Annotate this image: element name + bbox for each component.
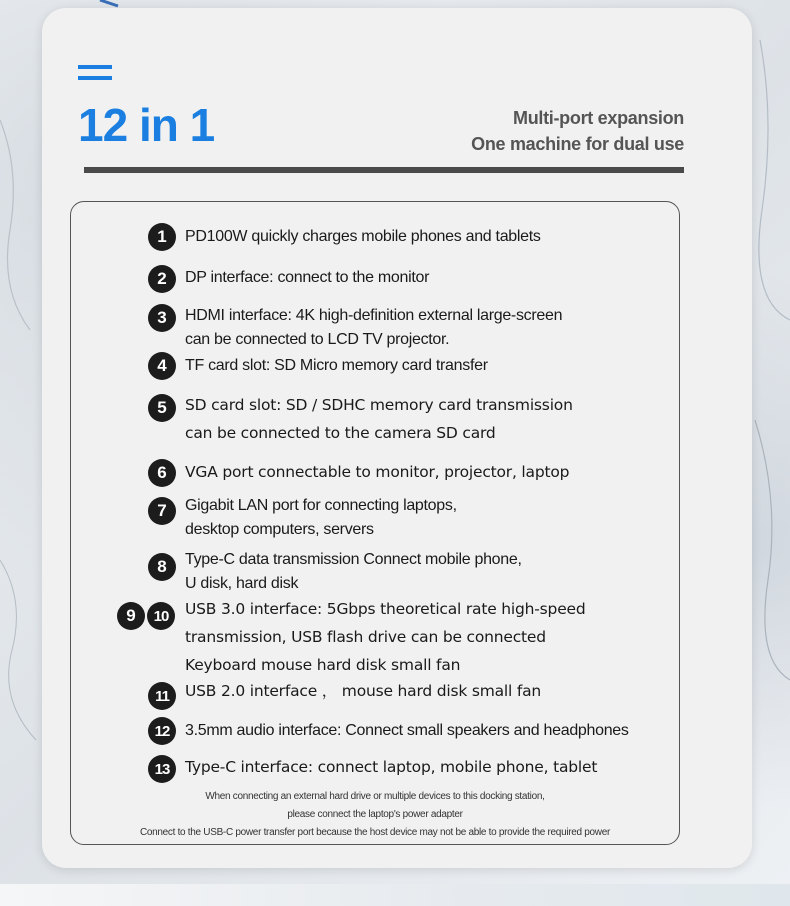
number-badge: 2 [148,265,176,293]
subtitle-line-2: One machine for dual use [471,134,684,154]
menu-icon [78,65,112,81]
bottom-strip [0,884,790,906]
feature-text: TF card slot: SD Micro memory card transfer [185,357,488,374]
number-badge: 12 [148,717,176,745]
header-divider [84,167,684,173]
subtitle [471,105,684,157]
number-badge: 4 [148,352,176,380]
feature-text: USB 3.0 interface: 5Gbps theoretical rate high-speed transmission, USB flash drive can be connected Keyboard mouse hard disk small fan [185,600,586,674]
feature-text: Type-C interface: connect laptop, mobile phone, tablet [185,758,598,776]
feature-text: DP interface: connect to the monitor [185,269,430,286]
power-note-line-2: please connect the laptop's power adapter [287,809,463,820]
number-badge: 10 [147,602,175,630]
number-badge: 9 [117,602,145,630]
number-badge: 13 [148,755,176,783]
page-title: 12 in 1 [78,99,215,151]
number-badge: 7 [148,497,176,525]
feature-text: USB 2.0 interface ， mouse hard disk small fan [185,682,542,700]
power-note-line-1: When connecting an external hard drive or multiple devices to this docking station, [205,791,545,802]
feature-text: SD card slot: SD / SDHC memory card transmission can be connected to the camera SD card [185,396,573,442]
number-badge: 1 [148,223,176,251]
feature-text: PD100W quickly charges mobile phones and tablets [185,228,541,245]
subtitle-line-1: Multi-port expansion [513,108,684,128]
number-badge: 6 [148,459,176,487]
info-card [42,8,752,868]
feature-text: Gigabit LAN port for connecting laptops, desktop computers, servers [185,497,457,538]
features-panel [70,201,680,845]
number-badge: 5 [148,394,176,422]
feature-text: VGA port connectable to monitor, projector, laptop [185,463,570,481]
number-badge: 11 [148,682,176,710]
power-note-line-3: Connect to the USB-C power transfer port because the host device may not be able to provide the required power [139,827,611,838]
number-badge: 8 [148,553,176,581]
feature-text: Type-C data transmission Connect mobile phone, U disk, hard disk [185,551,522,592]
feature-text: HDMI interface: 4K high-definition external large-screen can be connected to LCD TV projector. [185,307,563,348]
feature-text: 3.5mm audio interface: Connect small speakers and headphones [185,722,629,739]
number-badge: 3 [148,304,176,332]
